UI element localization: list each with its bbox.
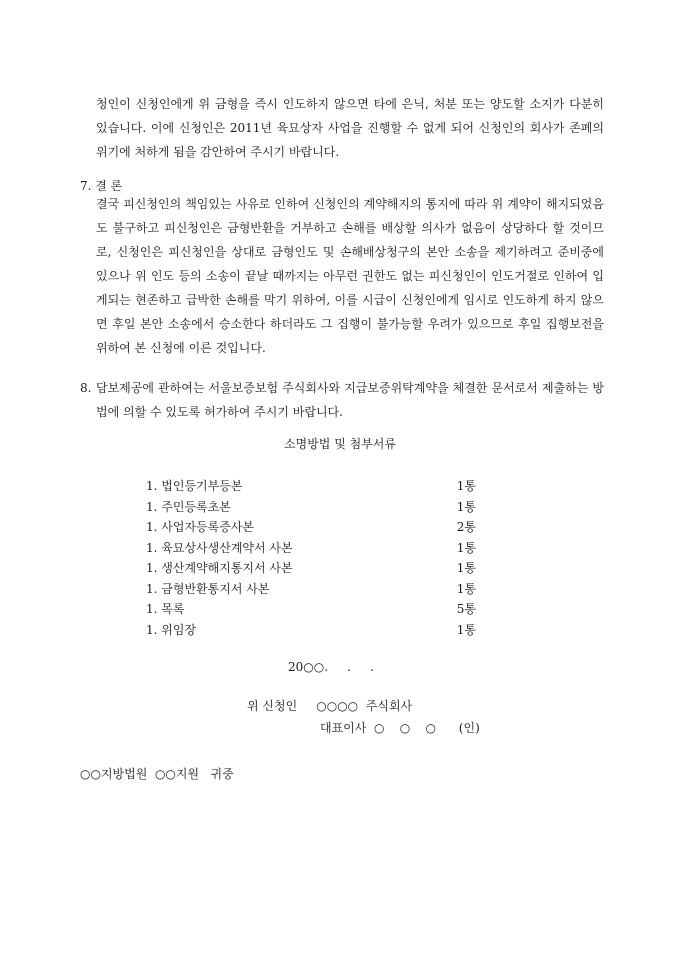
list-item bbox=[146, 497, 476, 518]
list-item bbox=[146, 579, 476, 600]
intro-paragraph: 청인이 신청인에게 위 금형을 즉시 인도하지 않으면 타에 은닉, 처분 또는 양도할 소지가 다분히 있습니다. 이에 신청인은 2011년 육묘상자 사업을 진행할 수 없게 되어 신청인의 회사가 존폐의 위기에 처하게 됨을 감안하여 주시기 바랍니다. bbox=[96, 97, 604, 159]
section-8-body: 담보제공에 관하여는 서울보증보험 주식회사와 지급보증위탁계약을 체결한 문서로서 제출하는 방법에 의할 수 있도록 허가하여 주시기 바랍니다. bbox=[96, 381, 604, 419]
attachment-name: 1. 법인등기부등본 bbox=[146, 479, 243, 493]
section-8-number: 8. bbox=[80, 381, 92, 395]
list-item bbox=[146, 599, 476, 620]
attachment-count: 1통 bbox=[456, 622, 476, 637]
list-item bbox=[146, 538, 476, 559]
section-7-heading: 7. 결 론 bbox=[80, 179, 123, 193]
list-item bbox=[146, 620, 476, 641]
attachment-count: 1통 bbox=[456, 581, 476, 596]
attachment-name: 1. 주민등록초본 bbox=[146, 499, 231, 514]
attachment-name: 1. 위임장 bbox=[146, 622, 197, 637]
filing-date: 20○○. . . bbox=[288, 660, 374, 674]
attachment-count: 5통 bbox=[456, 602, 476, 616]
court-addressee: ○○지방법원 ○○지원 귀중 bbox=[80, 767, 234, 781]
attachment-name: 1. 금형반환통지서 사본 bbox=[146, 581, 270, 596]
representative-line: 대표이사 ○ ○ ○ (인) bbox=[320, 721, 480, 735]
attachment-count: 2통 bbox=[456, 520, 476, 534]
attachment-name: 1. 목록 bbox=[146, 602, 185, 616]
list-item bbox=[146, 558, 476, 579]
list-item bbox=[146, 476, 476, 497]
applicant-line: 위 신청인 ○○○○ 주식회사 bbox=[247, 699, 413, 713]
section-7-body: 결국 피신청인의 책임있는 사유로 인하여 신청인의 계약해지의 통지에 따라 위 계약이 해지되었음도 불구하고 피신청인은 금형반환을 거부하고 손해를 배상할 의사가 없음이 상당하다 할 것이므로, 신청인은 피신청인을 상대로 금형인도 및 손해배상청구의 본안 소송을 제기하려고 준비중에 있으나 위 인도 등의 소송이 끝날 때까지는 아무런 권한도 없는 피신청인이 인도거절로 인하여 입게되는 현존하고 급박한 손해를 막기 위하여, 이를 시급이 신청인에게 임시로 인도하게 하지 않으면 후일 본안 소송에서 승소한다 하더라도 그 집행이 불가능할 우려가 있으므로 후일 집행보전을 위하여 본 신청에 이른 것입니다. bbox=[96, 197, 604, 355]
attachment-name: 1. 사업자등록증사본 bbox=[146, 520, 255, 534]
attachment-name: 1. 생산계약해지통지서 사본 bbox=[146, 561, 293, 575]
attachment-count: 1통 bbox=[456, 499, 476, 514]
attachment-count: 1통 bbox=[456, 479, 476, 493]
attachment-name: 1. 육묘상사생산계약서 사본 bbox=[146, 540, 293, 555]
attachment-count: 1통 bbox=[456, 561, 476, 575]
attachments-title: 소명방법 및 첨부서류 bbox=[284, 437, 396, 451]
attachments-list bbox=[146, 476, 476, 640]
attachment-count: 1통 bbox=[456, 540, 476, 555]
list-item bbox=[146, 517, 476, 538]
